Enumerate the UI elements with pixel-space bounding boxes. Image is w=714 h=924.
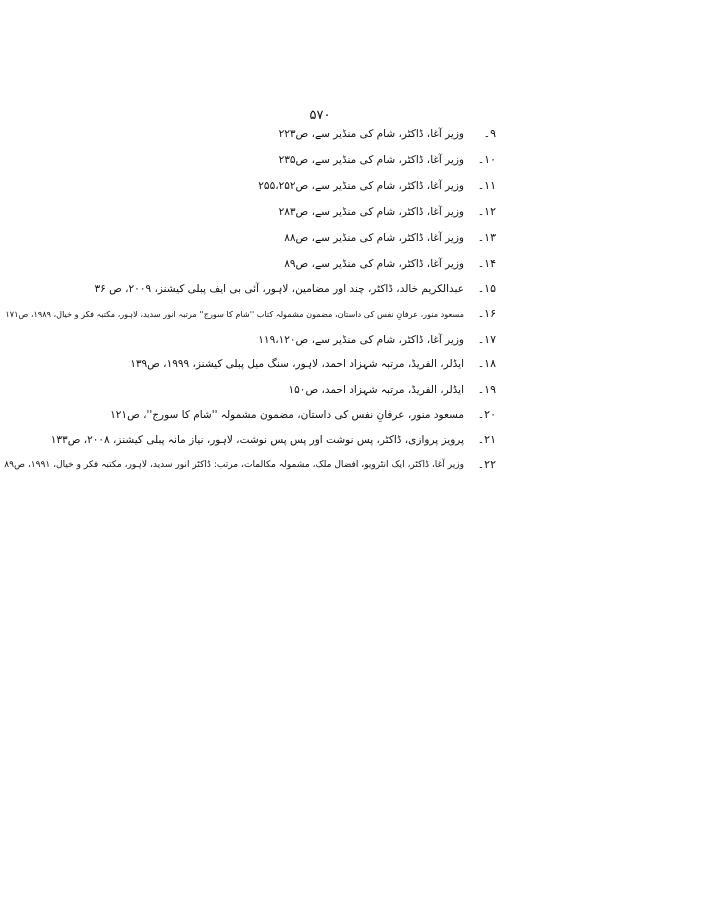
footnote-text: وزیر آغا، ڈاکٹر، شام کی منڈیر سے، ص۱۱۹،۱۲۰ — [258, 334, 464, 346]
footnote-number: ۲۲۔ — [477, 458, 496, 471]
footnote-item — [0, 330, 714, 350]
footnote-item — [0, 279, 714, 299]
footnote-item — [0, 202, 714, 222]
footnote-text: مسعود منور، عرفانِ نفس کی داستان، مضمون مشمولہ کتاب ''شام کا سورج'' مرتبہ انور سدید، لاہور، مکتبہ فکر و خیال، ۱۹۸۹، ص۱۷۱ — [5, 309, 464, 319]
footnote-item — [0, 430, 714, 450]
footnote-text: وزیر آغا، ڈاکٹر، شام کی منڈیر سے، ص۸۸ — [284, 232, 464, 244]
footnote-number: ۱۹۔ — [477, 383, 496, 396]
footnote-text: وزیر آغا، ڈاکٹر، شام کی منڈیر سے، ص۲۳۵ — [278, 154, 464, 166]
footnote-text: وزیر آغا، ڈاکٹر، شام کی منڈیر سے، ص۲۲۳ — [278, 128, 464, 140]
footnote-text: عبدالکریم خالد، ڈاکٹر، چند اور مضامین، لاہور، آئی بی ایف پبلی کیشنز، ۲۰۰۹، ص ۳۶ — [94, 283, 464, 295]
footnote-number: ۱۷۔ — [477, 333, 496, 346]
footnote-number: ۱۶۔ — [477, 307, 496, 320]
footnote-item — [0, 304, 714, 324]
footnote-item — [0, 380, 714, 400]
footnote-item — [0, 176, 714, 196]
footnote-text: وزیر آغا، ڈاکٹر، ایک انٹرویو، افضال ملک، مشمولہ مکالمات، مرتب: ڈاکٹر انور سدید، لاہور، مکتبہ فکر و خیال، ۱۹۹۱، ص۸۹ — [4, 460, 464, 470]
footnote-text: وزیر آغا، ڈاکٹر، شام کی منڈیر سے، ص۲۵۵،۲۵۲ — [258, 180, 464, 192]
footnote-number: ۹۔ — [483, 127, 496, 140]
footnote-number: ۱۵۔ — [477, 282, 496, 295]
footnote-number: ۲۰۔ — [477, 408, 496, 421]
footnote-item — [0, 405, 714, 425]
footnote-number: ۱۰۔ — [477, 153, 496, 166]
footnote-text: مسعود منور، عرفانِ نفس کی داستان، مضمون مشمولہ ''شام کا سورج''، ص۱۲۱ — [110, 409, 464, 421]
footnote-number: ۱۴۔ — [477, 257, 496, 270]
footnote-item — [0, 228, 714, 248]
page-number: ۵۷۰ — [309, 108, 331, 123]
footnote-number: ۱۳۔ — [477, 231, 496, 244]
footnote-item — [0, 254, 714, 274]
footnote-number: ۱۸۔ — [477, 357, 496, 370]
footnote-text: وزیر آغا، ڈاکٹر، شام کی منڈیر سے، ص۸۹ — [284, 258, 464, 270]
footnote-item — [0, 455, 714, 475]
footnote-text: وزیر آغا، ڈاکٹر، شام کی منڈیر سے، ص۲۸۳ — [278, 206, 464, 218]
footnote-number: ۲۱۔ — [477, 433, 496, 446]
footnote-item — [0, 150, 714, 170]
footnote-text: پرویز پروازی، ڈاکٹر، پس نوشت اور پس پس نوشت، لاہور، نیاز مانہ پبلی کیشنز، ۲۰۰۸، ص۱۳۳ — [50, 434, 464, 446]
footnote-text: ایڈلر، الفریڈ، مرتبہ شہزاد احمد، لاہور، سنگ میل پبلی کیشنز، ۱۹۹۹، ص۱۳۹ — [130, 358, 464, 370]
footnote-number: ۱۱۔ — [477, 179, 496, 192]
footnote-item — [0, 124, 714, 144]
footnote-item — [0, 354, 714, 374]
footnote-text: ایڈلر، الفریڈ، مرتبہ شہزاد احمد، ص۱۵۰ — [288, 384, 464, 396]
footnote-number: ۱۲۔ — [477, 205, 496, 218]
